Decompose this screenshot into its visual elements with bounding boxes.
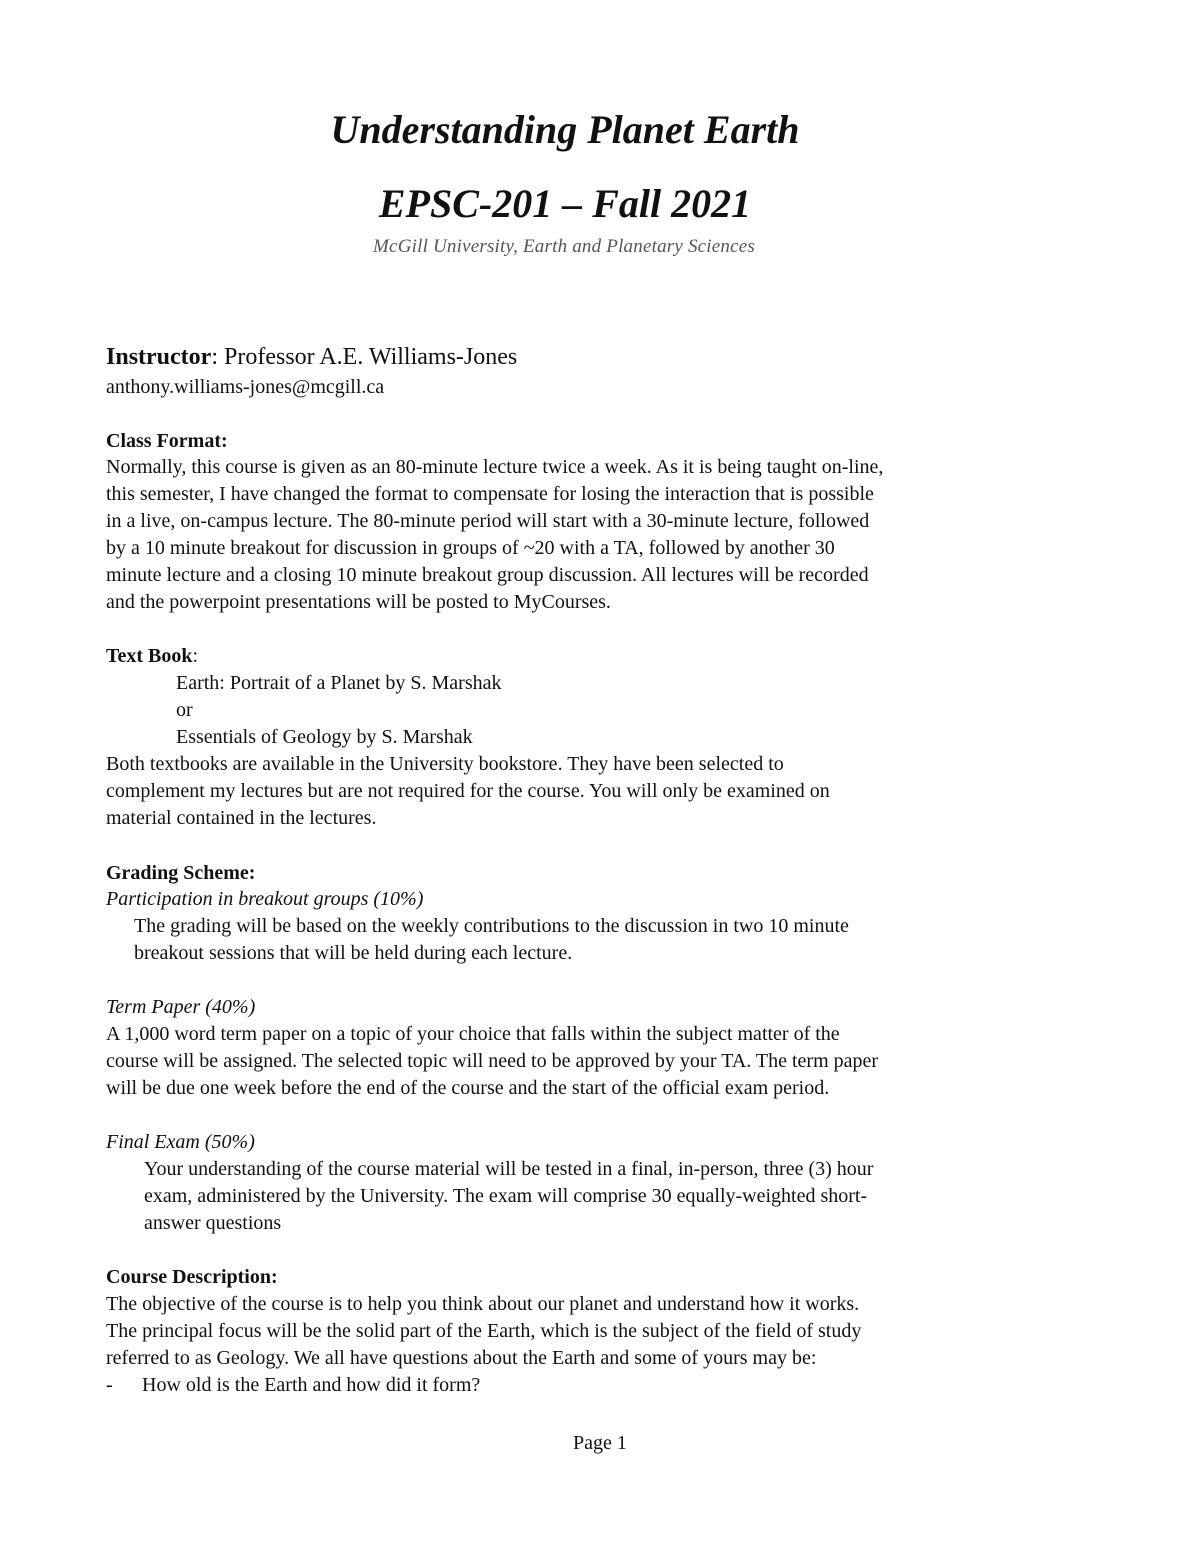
text-book-or: or: [176, 699, 193, 721]
course-description-heading: Course Description:: [106, 1266, 278, 1288]
participation-title: Participation in breakout groups (10%): [106, 888, 424, 910]
term-paper-line: A 1,000 word term paper on a topic of your choice that falls within the subject matter of the: [106, 1023, 840, 1045]
text-book-line: material contained in the lectures.: [106, 807, 377, 829]
class-format-line: in a live, on-campus lecture. The 80-minute period will start with a 30-minute lecture, followed: [106, 510, 870, 532]
instructor-name: : Professor A.E. Williams-Jones: [211, 344, 518, 370]
term-paper-line: course will be assigned. The selected topic will need to be approved by your TA. The term paper: [106, 1050, 879, 1072]
participation-line: The grading will be based on the weekly contributions to the discussion in two 10 minute: [134, 915, 849, 937]
text-book-line: complement my lectures but are not required for the course. You will only be examined on: [106, 780, 830, 802]
course-code: EPSC-201 – Fall 2021: [378, 181, 752, 226]
final-exam-line: answer questions: [144, 1212, 282, 1234]
final-exam-line: Your understanding of the course material will be tested in a final, in-person, three (3) hour: [144, 1158, 874, 1180]
term-paper-line: will be due one week before the end of the course and the start of the official exam period.: [106, 1077, 830, 1099]
class-format-line: and the powerpoint presentations will be posted to MyCourses.: [106, 591, 611, 613]
bullet-marker: -: [106, 1374, 113, 1396]
instructor-line: [106, 344, 517, 371]
text-book-heading: Text Book: [106, 645, 193, 667]
course-description-line: referred to as Geology. We all have questions about the Earth and some of yours may be:: [106, 1347, 817, 1369]
instructor-email[interactable]: anthony.williams-jones@mcgill.ca: [106, 376, 385, 398]
page-number: Page 1: [573, 1432, 627, 1454]
course-description-line: The principal focus will be the solid part of the Earth, which is the subject of the field of study: [106, 1320, 862, 1342]
class-format-heading: Class Format:: [106, 430, 228, 452]
institution: McGill University, Earth and Planetary Sciences: [373, 236, 755, 257]
text-book-option-2: Essentials of Geology by S. Marshak: [176, 726, 473, 748]
document-title: Understanding Planet Earth: [330, 107, 800, 152]
grading-heading: Grading Scheme:: [106, 862, 256, 884]
participation-line: breakout sessions that will be held during each lecture.: [134, 942, 573, 964]
term-paper-title: Term Paper (40%): [106, 996, 256, 1018]
class-format-line: by a 10 minute breakout for discussion in groups of ~20 with a TA, followed by another 30: [106, 537, 835, 559]
final-exam-title: Final Exam (50%): [106, 1131, 255, 1153]
text-book-option-1: Earth: Portrait of a Planet by S. Marshak: [176, 672, 502, 694]
final-exam-line: exam, administered by the University. The exam will comprise 30 equally-weighted short-: [144, 1185, 868, 1207]
bullet-item: How old is the Earth and how did it form?: [142, 1374, 481, 1396]
class-format-line: minute lecture and a closing 10 minute breakout group discussion. All lectures will be recorded: [106, 564, 869, 586]
class-format-line: this semester, I have changed the format to compensate for losing the interaction that is possible: [106, 483, 874, 505]
text-book-heading-line: [106, 645, 198, 668]
instructor-label: Instructor: [106, 344, 212, 370]
text-book-line: Both textbooks are available in the University bookstore. They have been selected to: [106, 753, 784, 775]
class-format-line: Normally, this course is given as an 80-minute lecture twice a week. As it is being taught on-line,: [106, 456, 884, 478]
text-book-colon: :: [192, 645, 199, 667]
course-description-line: The objective of the course is to help you think about our planet and understand how it works.: [106, 1293, 860, 1315]
